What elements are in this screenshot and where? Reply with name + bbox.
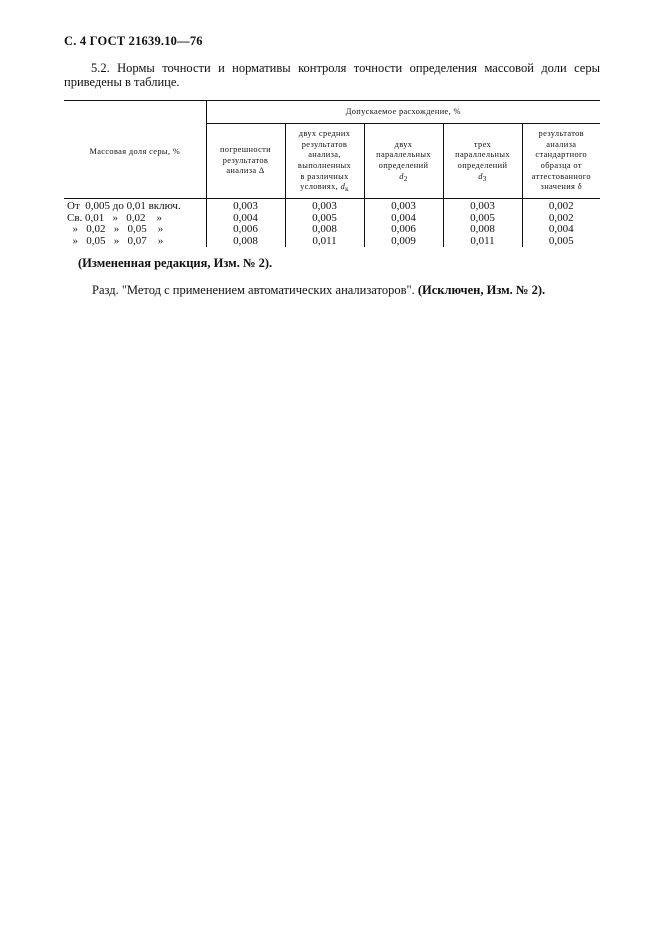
table-cell: 0,003 [364,199,443,213]
table-cell: 0,006 [206,224,285,236]
table-cell: 0,003 [285,199,364,213]
column-header-subscript: 2 [403,174,408,183]
column-header-line: условиях, [300,182,341,192]
column-header-line: результатов [222,155,269,165]
column-header-line: результатов [301,139,348,149]
row-label: Св. 0,01 » 0,02 » [67,211,163,224]
column-header-4 [443,124,522,199]
table-cell: 0,003 [443,199,522,213]
table-cell: 0,008 [206,236,285,248]
column-header-line: в различных [300,171,349,181]
table-cell: 0,002 [522,199,600,213]
table-cell: 0,011 [285,236,364,248]
amendment-note: (Измененная редакция, Изм. № 2). [78,256,273,270]
column-header-line: анализа, [308,150,341,160]
section-note-bold: (Исключен, Изм. № 2). [417,283,546,297]
table-cell: 0,009 [364,236,443,248]
table-cell: 0,004 [522,224,600,236]
table-cell: 0,002 [522,213,600,225]
table-cell: 0,011 [443,236,522,248]
column-header-line: определений [378,161,429,170]
column-header-line: двух [394,139,413,149]
column-header-line: анализа [546,139,577,149]
column-header-line: результатов [538,129,584,139]
table-cell: 0,005 [522,236,600,248]
intro-paragraph [64,61,600,89]
column-header-line: двух средних [298,129,351,139]
column-header-line: значения δ [540,182,582,192]
column-header-5 [522,124,600,199]
table-cell: 0,004 [364,213,443,225]
column-header-line: аттестованного [531,171,591,181]
column-header-symbol: d [478,171,483,181]
column-header-2 [285,124,364,199]
table-row [64,224,600,236]
column-header-1 [206,124,285,199]
column-header-line: анализа Δ [226,166,265,176]
section-note [92,283,545,298]
column-header-3 [364,124,443,199]
table-cell: 0,005 [443,213,522,225]
table-row [64,236,600,248]
page-header: С. 4 ГОСТ 21639.10—76 [64,34,203,48]
row-label: От 0,005 до 0,01 включ. [67,200,181,212]
stub-header: Массовая доля серы, % [64,101,206,199]
row-label: » 0,02 » 0,05 » [67,223,164,235]
table-cell: 0,003 [206,199,285,213]
group-header: Допускаемое расхождение, % [206,101,600,124]
table-cell: 0,008 [443,224,522,236]
column-header-symbol: d [340,182,346,192]
column-header-line: стандартного [535,150,588,160]
column-header-line: погрешности [219,145,272,155]
column-header-line: трех [473,139,492,149]
column-header-line: параллельных [376,150,431,160]
table-cell: 0,006 [364,224,443,236]
intro-line-1: 5.2. Нормы точности и нормативы контроля точности определения массовой доли серы [91,61,600,75]
column-header-subscript: 3 [482,174,487,183]
column-header-line: выполненных [297,161,352,170]
column-header-subscript: к [345,185,349,194]
table-cell: 0,008 [285,224,364,236]
column-header-line: образца от [540,161,582,170]
table-cell: 0,004 [206,213,285,225]
row-label: » 0,05 » 0,07 » [67,234,164,247]
norms-table [64,100,600,247]
intro-line-2: приведены в таблице. [64,75,180,89]
column-header-line: параллельных [455,150,510,160]
table-row [64,199,600,213]
column-header-line: определений [457,161,508,170]
column-header-symbol: d [399,171,404,181]
section-note-text: Разд. "Метод с применением автоматических анализаторов". [92,283,415,297]
table-cell: 0,005 [285,213,364,225]
